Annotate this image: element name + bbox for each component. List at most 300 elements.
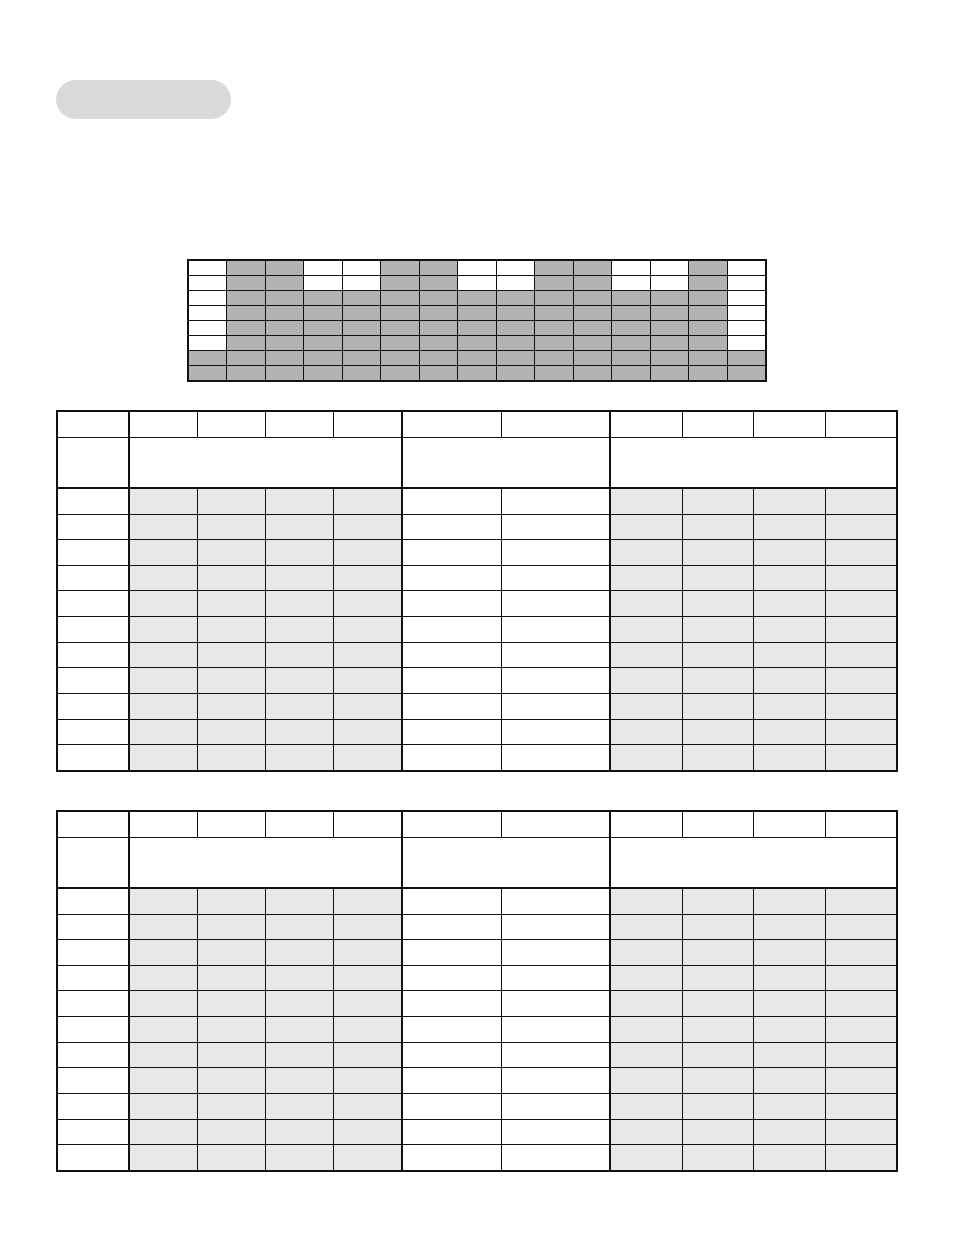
header-cell <box>333 811 402 837</box>
shade-grid-row <box>188 306 766 321</box>
table-cell <box>682 940 753 966</box>
group-header-cell <box>402 437 610 488</box>
table-row <box>57 514 897 540</box>
table-cell <box>402 617 501 643</box>
table-row <box>57 888 897 914</box>
table-cell <box>753 1042 825 1068</box>
shade-grid-cell <box>458 291 497 306</box>
group-header-cell <box>610 837 897 888</box>
table-cell <box>129 719 197 745</box>
table-cell <box>402 1017 501 1043</box>
table-cell <box>333 694 402 720</box>
shade-grid-row <box>188 260 766 276</box>
header-cell <box>825 411 897 437</box>
table-cell <box>501 591 610 617</box>
shade-grid-cell <box>650 260 689 276</box>
table-cell <box>197 668 265 694</box>
shade-grid-cell <box>188 276 227 291</box>
table-cell <box>753 668 825 694</box>
table-cell <box>682 914 753 940</box>
shade-grid-cell <box>689 291 728 306</box>
table-cell <box>333 642 402 668</box>
shade-grid-cell <box>265 291 304 306</box>
shade-grid-cell <box>535 306 574 321</box>
table-row <box>57 991 897 1017</box>
table-cell <box>825 617 897 643</box>
shade-grid-cell <box>227 260 266 276</box>
shade-grid-cell <box>227 321 266 336</box>
shade-grid-row <box>188 366 766 382</box>
shade-grid-cell <box>727 351 766 366</box>
shade-grid-cell <box>188 321 227 336</box>
table-cell <box>402 668 501 694</box>
table-cell <box>265 514 333 540</box>
table-cell <box>753 719 825 745</box>
table-cell <box>265 1017 333 1043</box>
shade-grid-row <box>188 291 766 306</box>
table-cell <box>682 1042 753 1068</box>
table-cell <box>682 488 753 514</box>
table-cell <box>825 694 897 720</box>
table-cell <box>753 565 825 591</box>
group-header-cell <box>402 837 610 888</box>
table-cell <box>753 591 825 617</box>
table-cell <box>825 591 897 617</box>
table-cell <box>197 565 265 591</box>
table-cell <box>57 1042 129 1068</box>
shade-grid-cell <box>535 321 574 336</box>
shade-grid-cell <box>727 260 766 276</box>
shade-grid-cell <box>535 366 574 382</box>
shade-grid-cell <box>573 306 612 321</box>
table-row <box>57 565 897 591</box>
shade-grid-cell <box>419 351 458 366</box>
header-cell <box>265 811 333 837</box>
table-cell <box>402 914 501 940</box>
shade-grid-cell <box>573 366 612 382</box>
table-cell <box>197 642 265 668</box>
table-cell <box>501 940 610 966</box>
header-cell <box>57 811 129 837</box>
table-cell <box>333 591 402 617</box>
table-cell <box>825 1068 897 1094</box>
table-cell <box>825 488 897 514</box>
table-cell <box>57 914 129 940</box>
table-cell <box>265 1042 333 1068</box>
shade-grid-cell <box>612 291 651 306</box>
table-cell <box>402 591 501 617</box>
table-cell <box>333 514 402 540</box>
table-cell <box>197 514 265 540</box>
shade-grid-cell <box>188 291 227 306</box>
table-cell <box>753 1068 825 1094</box>
table-cell <box>825 1094 897 1120</box>
table-cell <box>682 540 753 566</box>
table-cell <box>265 965 333 991</box>
table-cell <box>129 914 197 940</box>
header-cell <box>753 411 825 437</box>
table-cell <box>333 888 402 914</box>
header-cell <box>402 811 501 837</box>
shade-grid-cell <box>419 336 458 351</box>
table-cell <box>265 940 333 966</box>
group-header-cell <box>57 437 129 488</box>
shade-grid-row <box>188 336 766 351</box>
table-cell <box>265 694 333 720</box>
shade-grid-cell <box>612 321 651 336</box>
shade-grid-cell <box>689 366 728 382</box>
table-cell <box>825 745 897 771</box>
table-row <box>57 694 897 720</box>
table-cell <box>129 1068 197 1094</box>
shade-grid-cell <box>573 336 612 351</box>
table-cell <box>610 940 682 966</box>
table-cell <box>333 914 402 940</box>
shade-grid-cell <box>342 276 381 291</box>
table-cell <box>129 591 197 617</box>
shade-grid-row <box>188 351 766 366</box>
table-cell <box>610 719 682 745</box>
header-cell <box>501 811 610 837</box>
table-row <box>57 488 897 514</box>
shade-grid-cell <box>227 351 266 366</box>
shade-grid-cell <box>650 276 689 291</box>
header-cell <box>610 411 682 437</box>
table-cell <box>610 965 682 991</box>
shade-grid <box>187 259 767 382</box>
table-cell <box>333 668 402 694</box>
header-cell <box>333 411 402 437</box>
shade-grid-cell <box>458 366 497 382</box>
table-cell <box>682 642 753 668</box>
table-cell <box>197 488 265 514</box>
table-cell <box>333 965 402 991</box>
shade-grid-cell <box>342 366 381 382</box>
shade-grid-cell <box>381 260 420 276</box>
table-cell <box>610 694 682 720</box>
shade-grid-cell <box>188 366 227 382</box>
table-cell <box>57 719 129 745</box>
table-cell <box>333 940 402 966</box>
table-cell <box>333 719 402 745</box>
shade-grid-cell <box>227 291 266 306</box>
shade-grid-cell <box>496 306 535 321</box>
table-cell <box>129 991 197 1017</box>
table-cell <box>197 745 265 771</box>
table-cell <box>57 965 129 991</box>
shade-grid-cell <box>612 366 651 382</box>
shade-grid-cell <box>381 276 420 291</box>
header-cell <box>197 811 265 837</box>
table-row <box>57 617 897 643</box>
table-cell <box>402 1042 501 1068</box>
table-cell <box>610 540 682 566</box>
shade-grid-cell <box>381 321 420 336</box>
table-row <box>57 914 897 940</box>
shade-grid-cell <box>612 351 651 366</box>
table-cell <box>265 591 333 617</box>
shade-grid-cell <box>458 321 497 336</box>
table-cell <box>753 965 825 991</box>
table-cell <box>682 591 753 617</box>
table-cell <box>825 1119 897 1145</box>
table-cell <box>197 1017 265 1043</box>
header-cell <box>682 411 753 437</box>
table-cell <box>129 540 197 566</box>
table-cell <box>57 1145 129 1171</box>
shade-grid-cell <box>188 336 227 351</box>
table-header-row <box>57 811 897 837</box>
shade-grid-cell <box>381 291 420 306</box>
header-cell <box>129 411 197 437</box>
table-cell <box>265 642 333 668</box>
table-cell <box>501 540 610 566</box>
table-cell <box>402 694 501 720</box>
table-cell <box>402 540 501 566</box>
shade-grid-cell <box>342 336 381 351</box>
shade-grid-cell <box>727 366 766 382</box>
table-cell <box>57 1068 129 1094</box>
shade-grid-cell <box>419 276 458 291</box>
table-cell <box>682 514 753 540</box>
table-group-header-row <box>57 837 897 888</box>
table-cell <box>57 888 129 914</box>
table-cell <box>129 1094 197 1120</box>
table-cell <box>265 888 333 914</box>
shade-grid-cell <box>496 351 535 366</box>
table-cell <box>57 1094 129 1120</box>
table-cell <box>402 940 501 966</box>
table-cell <box>333 1119 402 1145</box>
table-row <box>57 745 897 771</box>
table-cell <box>129 514 197 540</box>
table-cell <box>682 888 753 914</box>
table-cell <box>402 745 501 771</box>
table-row <box>57 1042 897 1068</box>
table-cell <box>57 540 129 566</box>
table-cell <box>197 1119 265 1145</box>
shade-grid-cell <box>419 366 458 382</box>
table-cell <box>610 745 682 771</box>
table-cell <box>682 1068 753 1094</box>
table-cell <box>265 617 333 643</box>
table-row <box>57 540 897 566</box>
table-row <box>57 965 897 991</box>
table-row <box>57 642 897 668</box>
table-cell <box>682 1017 753 1043</box>
table-cell <box>682 1119 753 1145</box>
shade-grid-cell <box>573 291 612 306</box>
table-cell <box>825 565 897 591</box>
shade-grid-cell <box>265 276 304 291</box>
table-row <box>57 719 897 745</box>
table-cell <box>753 540 825 566</box>
table-cell <box>825 540 897 566</box>
table-cell <box>129 1145 197 1171</box>
table-cell <box>501 888 610 914</box>
table-cell <box>753 1094 825 1120</box>
table-cell <box>825 1145 897 1171</box>
shade-grid-cell <box>535 291 574 306</box>
table-cell <box>197 719 265 745</box>
shade-grid-cell <box>535 336 574 351</box>
table-cell <box>197 991 265 1017</box>
shade-grid-cell <box>265 260 304 276</box>
shade-grid-cell <box>342 321 381 336</box>
table-cell <box>57 1119 129 1145</box>
shade-grid-cell <box>535 260 574 276</box>
table-cell <box>610 1145 682 1171</box>
shade-grid-cell <box>573 321 612 336</box>
header-cell <box>197 411 265 437</box>
table-cell <box>333 1145 402 1171</box>
table-cell <box>129 1042 197 1068</box>
shade-grid-cell <box>188 260 227 276</box>
table-row <box>57 668 897 694</box>
table-cell <box>682 565 753 591</box>
table-cell <box>265 914 333 940</box>
header-cell <box>402 411 501 437</box>
table-cell <box>57 514 129 540</box>
table-cell <box>333 565 402 591</box>
table-cell <box>57 940 129 966</box>
table-cell <box>825 888 897 914</box>
table-row <box>57 1068 897 1094</box>
group-header-cell <box>610 437 897 488</box>
table-cell <box>501 991 610 1017</box>
table-cell <box>682 1094 753 1120</box>
table-cell <box>610 514 682 540</box>
table-cell <box>197 591 265 617</box>
table-cell <box>402 642 501 668</box>
table-cell <box>610 617 682 643</box>
shade-grid-cell <box>188 306 227 321</box>
table-cell <box>501 668 610 694</box>
shade-grid-cell <box>650 366 689 382</box>
table-cell <box>129 1119 197 1145</box>
shade-grid-cell <box>650 306 689 321</box>
table-cell <box>501 1119 610 1145</box>
shade-grid-cell <box>689 336 728 351</box>
shade-grid-row <box>188 321 766 336</box>
table-cell <box>402 719 501 745</box>
shade-grid-cell <box>535 276 574 291</box>
shade-grid-cell <box>381 366 420 382</box>
shade-grid-cell <box>689 351 728 366</box>
shade-grid-cell <box>689 260 728 276</box>
table-cell <box>825 642 897 668</box>
shade-grid-cell <box>304 306 343 321</box>
shade-grid-cell <box>381 351 420 366</box>
table-cell <box>57 642 129 668</box>
table-cell <box>129 940 197 966</box>
table-cell <box>197 1094 265 1120</box>
table-cell <box>610 488 682 514</box>
shade-grid-row <box>188 276 766 291</box>
shade-grid-cell <box>381 306 420 321</box>
table-cell <box>129 565 197 591</box>
shade-grid-cell <box>458 260 497 276</box>
table-cell <box>610 1119 682 1145</box>
table-cell <box>402 488 501 514</box>
shade-grid-cell <box>496 260 535 276</box>
table-cell <box>402 1068 501 1094</box>
table-cell <box>57 488 129 514</box>
table-cell <box>753 488 825 514</box>
table-cell <box>197 940 265 966</box>
shade-grid-cell <box>227 366 266 382</box>
table-cell <box>610 565 682 591</box>
header-cell <box>501 411 610 437</box>
shade-grid-cell <box>342 351 381 366</box>
table-cell <box>825 668 897 694</box>
table-row <box>57 1119 897 1145</box>
table-cell <box>501 965 610 991</box>
table-cell <box>501 514 610 540</box>
table-cell <box>501 1042 610 1068</box>
table-group-header-row <box>57 437 897 488</box>
shade-grid-cell <box>689 276 728 291</box>
shade-grid-cell <box>458 306 497 321</box>
table-cell <box>402 991 501 1017</box>
group-header-cell <box>129 437 402 488</box>
table-row <box>57 940 897 966</box>
section-heading-pill <box>56 80 231 119</box>
table-cell <box>825 914 897 940</box>
table-cell <box>333 617 402 643</box>
header-cell <box>825 811 897 837</box>
table-cell <box>57 565 129 591</box>
table-cell <box>610 1094 682 1120</box>
table-cell <box>501 488 610 514</box>
table-cell <box>753 694 825 720</box>
table-cell <box>501 1068 610 1094</box>
shade-grid-cell <box>188 351 227 366</box>
table-cell <box>682 617 753 643</box>
table-row <box>57 591 897 617</box>
header-cell <box>753 811 825 837</box>
table-cell <box>57 991 129 1017</box>
shade-grid-cell <box>650 351 689 366</box>
table-cell <box>501 565 610 591</box>
table-header-row <box>57 411 897 437</box>
table-cell <box>197 1042 265 1068</box>
table-cell <box>753 1017 825 1043</box>
table-cell <box>197 1145 265 1171</box>
table-cell <box>402 1145 501 1171</box>
shade-grid-cell <box>342 260 381 276</box>
table-cell <box>333 745 402 771</box>
table-cell <box>610 888 682 914</box>
shade-grid-cell <box>458 336 497 351</box>
table-row <box>57 1145 897 1171</box>
shade-grid-cell <box>458 276 497 291</box>
shade-grid-cell <box>727 291 766 306</box>
table-row <box>57 1017 897 1043</box>
table-cell <box>333 1094 402 1120</box>
table-cell <box>753 514 825 540</box>
table-cell <box>129 965 197 991</box>
shade-grid-cell <box>612 276 651 291</box>
table-cell <box>753 1145 825 1171</box>
table-cell <box>265 668 333 694</box>
table-cell <box>501 1094 610 1120</box>
table-cell <box>57 591 129 617</box>
table-cell <box>129 617 197 643</box>
table-cell <box>753 617 825 643</box>
table-cell <box>197 540 265 566</box>
shade-grid-cell <box>419 306 458 321</box>
